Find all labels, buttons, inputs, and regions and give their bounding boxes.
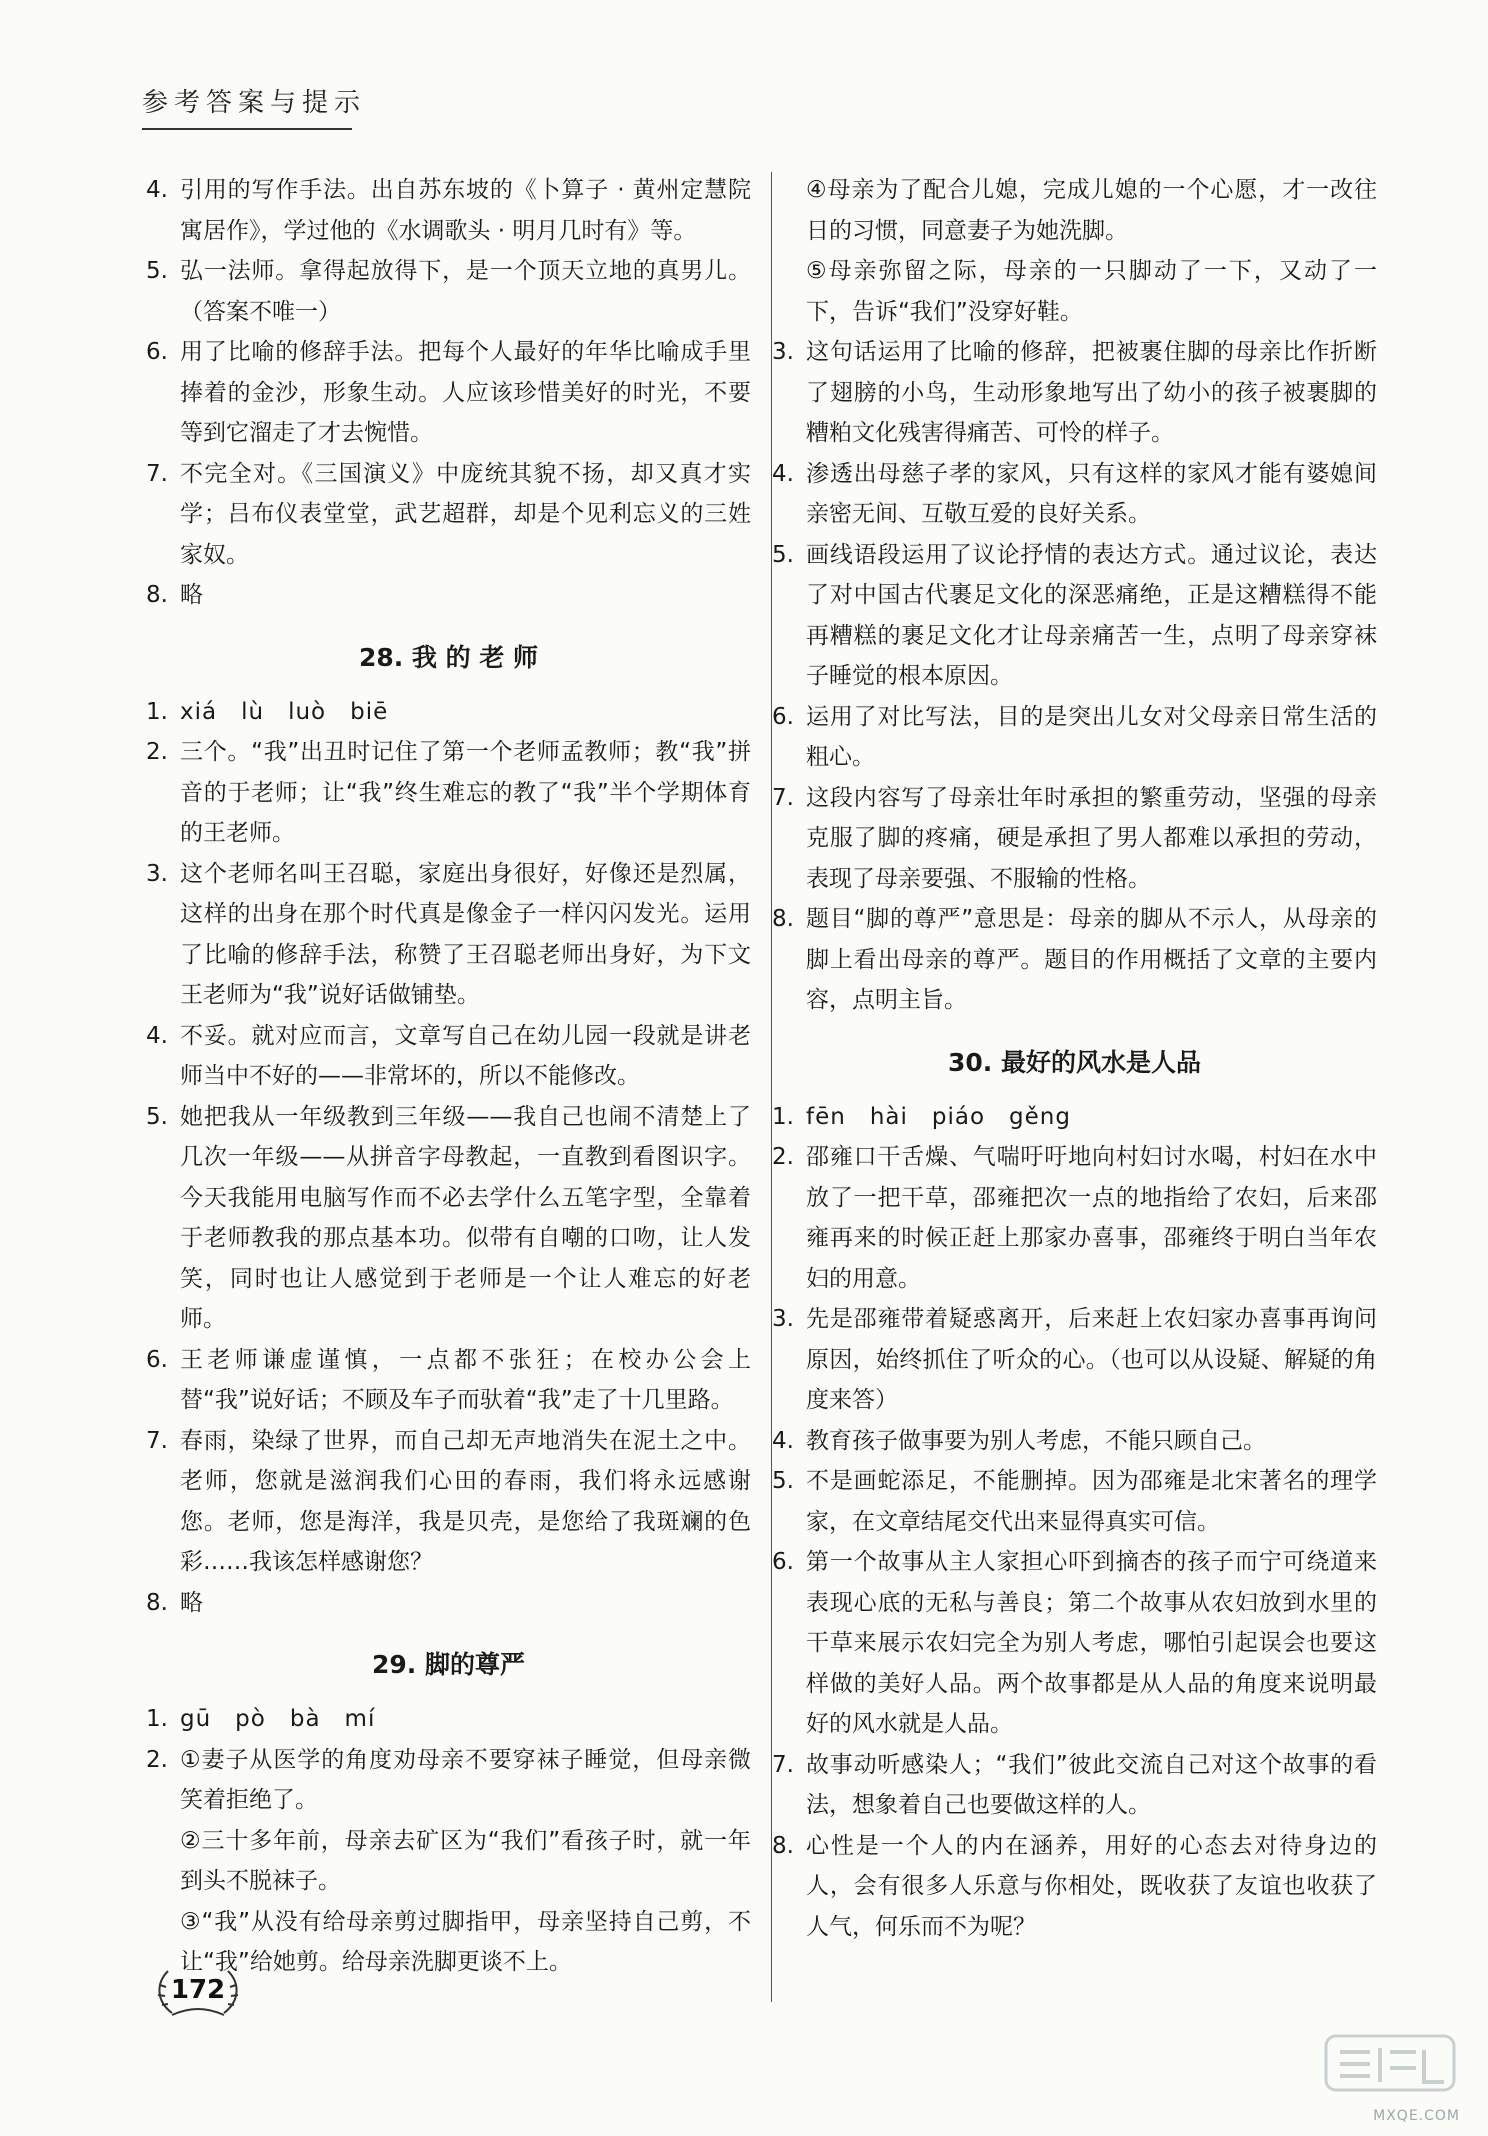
answer-number: 3. xyxy=(146,860,168,887)
right-column xyxy=(772,170,1377,1947)
page-number: 172 xyxy=(170,1975,226,2005)
answer-item xyxy=(146,1016,751,1097)
answer-number: 8. xyxy=(146,582,168,608)
answer-subpoint: ③“我”从没有给母亲剪过脚指甲，母亲坚持自己剪，不让“我”给她剪。给母亲洗脚更谈不上。 xyxy=(180,1908,751,1975)
answer-text: ①妻子从医学的角度劝母亲不要穿袜子睡觉，但母亲微笑着拒绝了。 xyxy=(180,1746,751,1813)
answer-item xyxy=(146,1699,751,1740)
answer-number: 6. xyxy=(772,1549,794,1575)
answer-number: 6. xyxy=(146,1346,168,1373)
answer-item xyxy=(772,332,1377,454)
left-column xyxy=(146,170,751,1983)
answer-text: 心性是一个人的内在涵养，用好的心态去对待身边的人，会有很多人乐意与你相处，既收获了友谊也收获了人气，何乐而不为呢？ xyxy=(806,1832,1377,1940)
answer-item xyxy=(772,1745,1377,1826)
answer-text: 不是画蛇添足，不能删掉。因为邵雍是北宋著名的理学家，在文章结尾交代出来显得真实可信。 xyxy=(806,1468,1377,1535)
answer-number: 4. xyxy=(146,1022,168,1049)
answer-text: 略 xyxy=(180,1589,203,1616)
answer-number: 5. xyxy=(146,258,168,284)
section-29-rest-items xyxy=(772,332,1377,1021)
answer-number: 2. xyxy=(772,1144,794,1170)
answer-item xyxy=(146,692,751,733)
answer-number: 8. xyxy=(146,1589,168,1616)
answer-text: 渗透出母慈子孝的家风，只有这样的家风才能有婆媳间亲密无间、互敬互爱的良好关系。 xyxy=(806,460,1377,527)
answer-item xyxy=(772,1542,1377,1745)
section-29-continued-subs xyxy=(772,170,1377,332)
answer-item xyxy=(772,778,1377,900)
page-number-badge xyxy=(150,1963,246,2019)
answer-text: 画线语段运用了议论抒情的表达方式。通过议论，表达了对中国古代裹足文化的深恶痛绝，正是这糟糕得不能再糟糕的裹足文化才让母亲痛苦一生，点明了母亲穿袜子睡觉的根本原因。 xyxy=(806,541,1377,689)
answer-text: 弘一法师。拿得起放得下，是一个顶天立地的真男儿。（答案不唯一） xyxy=(180,258,751,325)
answer-number: 5. xyxy=(146,1103,168,1130)
answer-text: 略 xyxy=(180,582,203,608)
answer-number: 7. xyxy=(772,784,794,811)
answer-text: 她把我从一年级教到三年级——我自己也闹不清楚上了几次一年级——从拼音字母教起，一直教到看图识字。今天我能用电脑写作而不必去学什么五笔字型，全靠着于老师教我的那点基本功。似带有自嘲的口吻，让人发笑，同时也让人感觉到于老师是一个让人难忘的好老师。 xyxy=(180,1103,751,1332)
answer-item xyxy=(146,575,751,616)
answer-text: fēn hài piáo gěng xyxy=(806,1103,1071,1130)
answer-text: 用了比喻的修辞手法。把每个人最好的年华比喻成手里捧着的金沙，形象生动。人应该珍惜美好的时光，不要等到它溜走了才去惋惜。 xyxy=(180,339,751,446)
answer-item xyxy=(146,170,751,251)
answer-number: 3. xyxy=(772,1306,794,1332)
answer-item xyxy=(772,535,1377,697)
answer-text: 这段内容写了母亲壮年时承担的繁重劳动，坚强的母亲克服了脚的疼痛，硬是承担了男人都难以承担的劳动，表现了母亲要强、不服输的性格。 xyxy=(806,784,1377,892)
answer-item xyxy=(146,732,751,854)
answer-text: 这个老师名叫王召聪，家庭出身很好，好像还是烈属，这样的出身在那个时代真是像金子一样闪闪发光。运用了比喻的修辞手法，称赞了王召聪老师出身好，为下文王老师为“我”说好话做铺垫。 xyxy=(180,860,751,1008)
answer-number: 5. xyxy=(772,1468,794,1494)
answer-number: 8. xyxy=(772,906,794,932)
answer-item xyxy=(146,1340,751,1421)
answer-item xyxy=(146,251,751,332)
header-title: 参考答案与提示 xyxy=(142,88,367,118)
answer-item xyxy=(772,454,1377,535)
answer-item xyxy=(146,1097,751,1340)
watermark-logo-icon xyxy=(1320,2028,1460,2108)
answer-number: 5. xyxy=(772,541,794,568)
answer-subpoint: ⑤母亲弥留之际，母亲的一只脚动了一下，又动了一下，告诉“我们”没穿好鞋。 xyxy=(806,258,1377,325)
section-28-items xyxy=(146,692,751,1624)
section-29-subs xyxy=(146,1821,751,1983)
answer-number: 7. xyxy=(146,460,168,487)
answer-number: 7. xyxy=(146,1427,168,1454)
answer-subpoint: ④母亲为了配合儿媳，完成儿媳的一个心愿，才一改往日的习惯，同意妻子为她洗脚。 xyxy=(806,177,1377,244)
intro-items xyxy=(146,170,751,616)
answer-text: 教育孩子做事要为别人考虑，不能只顾自己。 xyxy=(806,1427,1266,1454)
watermark-text: MXQE.COM xyxy=(1373,2108,1460,2124)
answer-text: 不完全对。《三国演义》中庞统其貌不扬，却又真才实学；吕布仪表堂堂，武艺超群，却是个见利忘义的三姓家奴。 xyxy=(180,460,751,568)
answer-item xyxy=(772,1826,1377,1948)
answer-item xyxy=(772,1421,1377,1462)
answer-number: 1. xyxy=(146,698,168,725)
answer-text: 故事动听感染人；“我们”彼此交流自己对这个故事的看法，想象着自己也要做这样的人。 xyxy=(806,1751,1377,1818)
answer-item xyxy=(772,1299,1377,1421)
section-30-items xyxy=(772,1097,1377,1948)
answer-subpoint: ②三十多年前，母亲去矿区为“我们”看孩子时，就一年到头不脱袜子。 xyxy=(180,1827,751,1894)
answer-text: 不妥。就对应而言，文章写自己在幼儿园一段就是讲老师当中不好的——非常坏的，所以不能修改。 xyxy=(180,1022,751,1089)
answer-number: 2. xyxy=(146,1746,168,1773)
answer-number: 7. xyxy=(772,1751,794,1778)
answer-text: 先是邵雍带着疑惑离开，后来赶上农妇家办喜事再询问原因，始终抓住了听众的心。（也可以从设疑、解疑的角度来答） xyxy=(806,1306,1377,1413)
answer-number: 1. xyxy=(146,1706,168,1732)
answer-number: 8. xyxy=(772,1832,794,1859)
section-28-title: 28. 我 的 老 师 xyxy=(358,642,539,672)
answer-number: 6. xyxy=(146,339,168,365)
answer-item xyxy=(772,1461,1377,1542)
answer-text: 题目“脚的尊严”意思是：母亲的脚从不示人，从母亲的脚上看出母亲的尊严。题目的作用概括了文章的主要内容，点明主旨。 xyxy=(806,906,1377,1013)
answer-number: 6. xyxy=(772,703,794,730)
answer-number: 2. xyxy=(146,739,168,765)
answer-item xyxy=(772,1097,1377,1138)
answer-text: 运用了对比写法，目的是突出儿女对父母亲日常生活的粗心。 xyxy=(806,703,1377,770)
page-header xyxy=(142,82,366,119)
answer-text: 三个。“我”出丑时记住了第一个老师孟教师；教“我”拼音的于老师；让“我”终生难忘的教了“我”半个学期体育的王老师。 xyxy=(180,739,751,846)
answer-item xyxy=(772,697,1377,778)
answer-text: xiá lù luò biē xyxy=(180,698,389,725)
answer-item xyxy=(772,899,1377,1021)
answer-number: 4. xyxy=(146,177,168,203)
answer-item xyxy=(146,1583,751,1624)
answer-item xyxy=(146,332,751,454)
answer-text: 春雨，染绿了世界，而自己却无声地消失在泥土之中。老师，您就是滋润我们心田的春雨，我们将永远感谢您。老师，您是海洋，我是贝壳，是您给了我斑斓的色彩……我该怎样感谢您？ xyxy=(180,1427,751,1575)
answer-item xyxy=(146,854,751,1016)
answer-text: 王老师谦虚谨慎，一点都不张狂；在校办公会上替“我”说好话；不顾及车子而驮着“我”走了十几里路。 xyxy=(180,1346,751,1413)
answer-text: gū pò bà mí xyxy=(180,1706,376,1732)
answer-text: 引用的写作手法。出自苏东坡的《卜算子 · 黄州定慧院寓居作》，学过他的《水调歌头 · 明月几时有》等。 xyxy=(180,177,751,244)
answer-text: 邵雍口干舌燥、气喘吁吁地向村妇讨水喝，村妇在水中放了一把干草，邵雍把次一点的地指给了农妇，后来邵雍再来的时候正赶上那家办喜事，邵雍终于明白当年农妇的用意。 xyxy=(806,1144,1377,1292)
answer-number: 1. xyxy=(772,1103,794,1130)
answer-number: 4. xyxy=(772,1427,794,1454)
answer-item xyxy=(146,454,751,576)
answer-number: 4. xyxy=(772,460,794,487)
section-29-items xyxy=(146,1699,751,1821)
answer-item xyxy=(146,1421,751,1583)
watermark xyxy=(1320,2028,1460,2124)
answer-text: 这句话运用了比喻的修辞，把被裹住脚的母亲比作折断了翅膀的小鸟，生动形象地写出了幼小的孩子被裹脚的糟粕文化残害得痛苦、可怜的样子。 xyxy=(806,339,1377,446)
answer-text: 第一个故事从主人家担心吓到摘杏的孩子而宁可绕道来表现心底的无私与善良；第二个故事从农妇放到水里的干草来展示农妇完全为别人考虑，哪怕引起误会也要这样做的美好人品。两个故事都是从人品的角度来说明最好的风水就是人品。 xyxy=(806,1549,1377,1737)
section-29-title: 29. 脚的尊严 xyxy=(372,1650,525,1679)
header-rule xyxy=(142,128,352,130)
section-30-title: 30. 最好的风水是人品 xyxy=(948,1047,1201,1077)
answer-item xyxy=(772,1137,1377,1299)
answer-number: 3. xyxy=(772,339,794,365)
answer-item xyxy=(146,1740,751,1821)
